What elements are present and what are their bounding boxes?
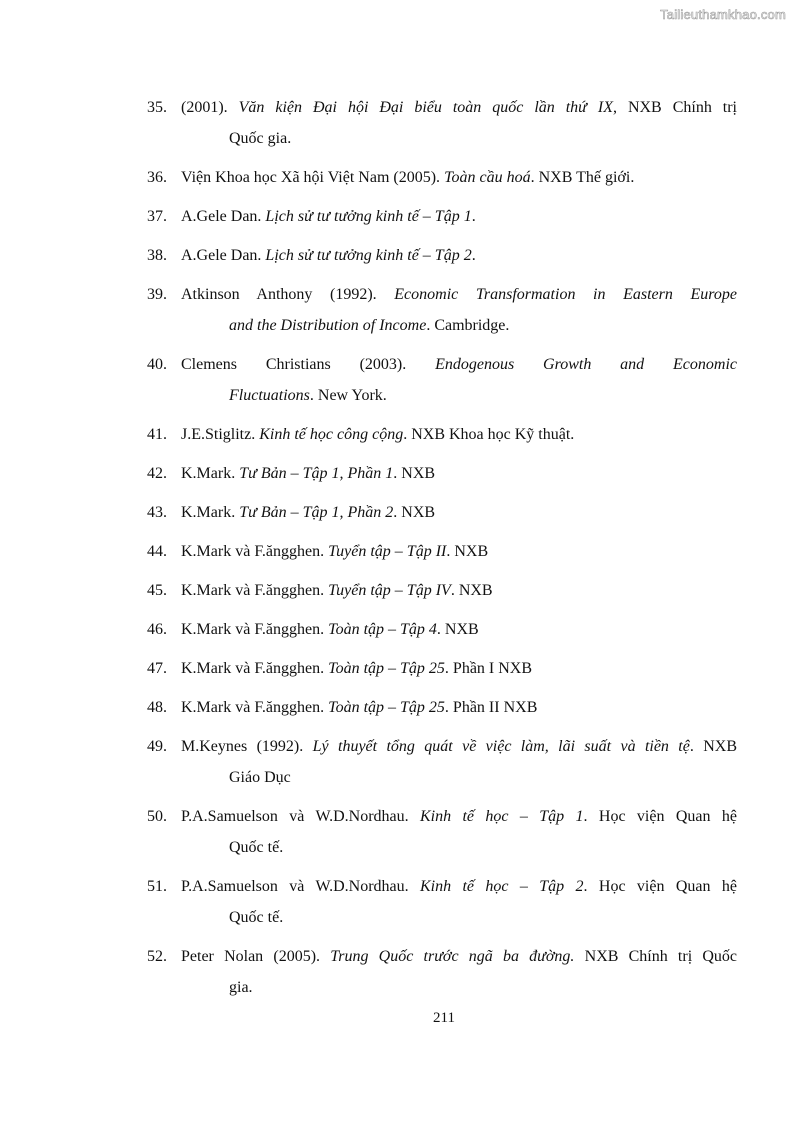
reference-number: 52. [147,948,167,965]
reference-title: Lịch sử tư tưởng kinh tế – Tập 2 [265,247,472,264]
reference-text: . Học viện Quan hệ [583,878,737,895]
reference-number: 42. [147,465,167,482]
reference-item [147,349,737,411]
reference-text: gia. [229,979,253,996]
reference-title: Tuyển tập – Tập II [328,543,447,560]
reference-item [147,279,737,341]
reference-item [147,201,737,232]
reference-text: Giáo Dục [229,769,291,786]
reference-text: . Phần II NXB [444,699,538,716]
reference-text: (2001). [181,99,239,116]
reference-item [147,692,737,723]
reference-text: J.E.Stiglitz. [181,426,260,443]
reference-number: 47. [147,660,167,677]
reference-text: K.Mark và F.ăngghen. [181,621,329,638]
reference-item [147,536,737,567]
reference-number: 41. [147,426,167,443]
reference-text: K.Mark. [181,465,240,482]
reference-title: Lý thuyết tổng quát về việc làm, lãi suất và tiền tệ [312,738,690,755]
reference-text: , NXB Chính trị [612,99,738,116]
reference-number: 51. [147,878,167,895]
reference-text: A.Gele Dan. [181,247,266,264]
reference-text: . [471,247,476,264]
reference-text: Peter Nolan (2005). [181,948,331,965]
reference-text: Quốc tế. [229,909,284,926]
reference-item [147,941,737,1003]
reference-title: Endogenous Growth and Economic [435,356,737,373]
reference-list [147,92,737,1011]
reference-text: . NXB [436,621,479,638]
reference-text: . New York. [309,387,387,404]
reference-text: . NXB [689,738,738,755]
reference-item [147,653,737,684]
reference-title: Kinh tế học – Tập 2 [420,878,584,895]
reference-number: 40. [147,356,167,373]
reference-text: . NXB Thế giới. [530,169,635,186]
reference-title: Toàn tập – Tập 25 [328,699,445,716]
reference-text: K.Mark và F.ăngghen. [181,660,329,677]
reference-text: K.Mark và F.ăngghen. [181,699,329,716]
reference-item [147,575,737,606]
page-number: 211 [433,1010,455,1026]
reference-text: K.Mark và F.ăngghen. [181,582,329,599]
reference-text: . NXB [446,543,489,560]
reference-item [147,458,737,489]
reference-title: Kinh tế học – Tập 1 [420,808,584,825]
reference-title: Kinh tế học công cộng [259,426,404,443]
reference-text: Quốc gia. [229,130,292,147]
reference-title: Tuyển tập – Tập IV [328,582,451,599]
reference-text: K.Mark. [181,504,240,521]
reference-text: . NXB Khoa học Kỹ thuật. [403,426,575,443]
reference-text: . NXB [393,465,436,482]
reference-text: . Cambridge. [426,317,510,334]
reference-number: 44. [147,543,167,560]
reference-item [147,419,737,450]
reference-text: M.Keynes (1992). [181,738,313,755]
reference-number: 45. [147,582,167,599]
reference-item [147,92,737,154]
reference-number: 49. [147,738,167,755]
reference-text: Quốc tế. [229,839,284,856]
reference-number: 38. [147,247,167,264]
reference-number: 39. [147,286,167,303]
reference-text: . [471,208,476,225]
reference-title: Tư Bản – Tập 1, Phần 2 [239,504,394,521]
reference-title: Trung Quốc trước ngã ba đường. [330,948,575,965]
reference-text: Clemens Christians (2003). [181,356,436,373]
reference-title: Fluctuations [229,387,310,404]
reference-text: . NXB [393,504,436,521]
reference-title: and the Distribution of Income [229,317,427,334]
reference-text: Atkinson Anthony (1992). [181,286,395,303]
reference-text: . Phần I NXB [444,660,533,677]
reference-title: Lịch sử tư tưởng kinh tế – Tập 1 [265,208,472,225]
reference-number: 35. [147,99,167,116]
reference-title: Tư Bản – Tập 1, Phần 1 [239,465,394,482]
reference-text: P.A.Samuelson và W.D.Nordhau. [181,878,420,895]
reference-item [147,731,737,793]
reference-item [147,497,737,528]
reference-title: Toàn cầu hoá [444,169,531,186]
reference-text: NXB Chính trị Quốc [574,948,738,965]
reference-item [147,614,737,645]
reference-text: . Học viện Quan hệ [583,808,737,825]
reference-text: A.Gele Dan. [181,208,266,225]
reference-text: . NXB [450,582,493,599]
reference-item [147,162,737,193]
reference-number: 48. [147,699,167,716]
reference-title: Toàn tập – Tập 25 [328,660,445,677]
watermark-text: Tailieuthamkhao.com [660,7,786,22]
reference-item [147,801,737,863]
reference-title: Economic Transformation in Eastern Europe [394,286,737,303]
reference-number: 46. [147,621,167,638]
reference-item [147,871,737,933]
reference-title: Toàn tập – Tập 4 [328,621,437,638]
reference-title: Văn kiện Đại hội Đại biểu toàn quốc lần thứ IX [238,99,613,116]
reference-text: P.A.Samuelson và W.D.Nordhau. [181,808,420,825]
reference-text: Viện Khoa học Xã hội Việt Nam (2005). [181,169,445,186]
reference-number: 43. [147,504,167,521]
reference-item [147,240,737,271]
reference-number: 50. [147,808,167,825]
reference-number: 36. [147,169,167,186]
reference-text: K.Mark và F.ăngghen. [181,543,329,560]
reference-number: 37. [147,208,167,225]
